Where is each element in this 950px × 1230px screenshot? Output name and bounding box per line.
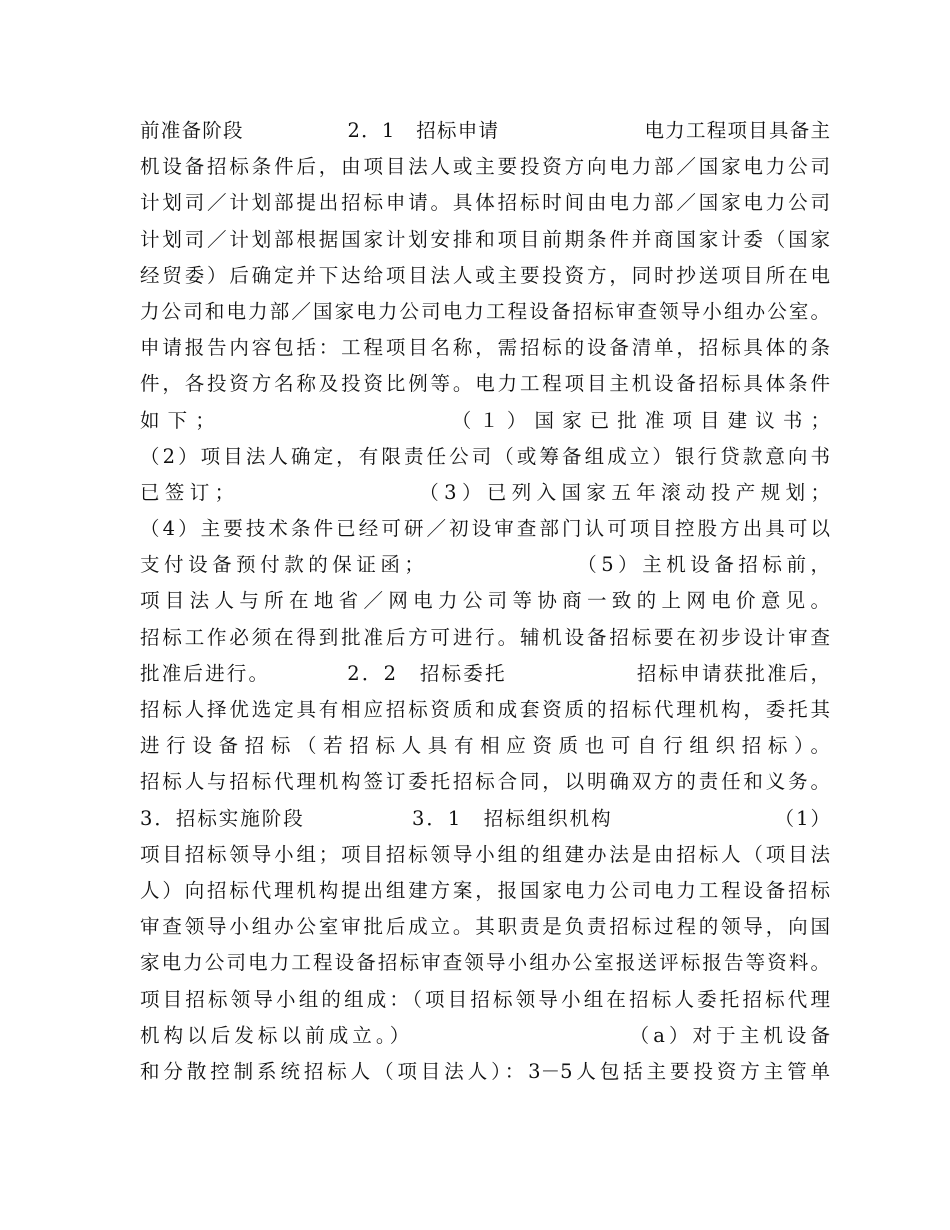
text-line: 3．招标实施阶段 3．1 招标组织机构 （1） bbox=[140, 806, 830, 830]
text-line: 支付设备预付款的保证函； （5）主机设备招标前， bbox=[140, 553, 830, 577]
text-line: 经贸委）后确定并下达给项目法人或主要投资方，同时抄送项目所在电 bbox=[140, 263, 830, 287]
document-body bbox=[140, 113, 830, 1090]
text-line: 人）向招标代理机构提出组建方案，报国家电力公司电力工程设备招标 bbox=[140, 878, 830, 902]
text-line: 申请报告内容包括：工程项目名称，需招标的设备清单，招标具体的条 bbox=[140, 336, 830, 360]
text-line: 和分散控制系统招标人（项目法人）：3－5人包括主要投资方主管单 bbox=[140, 1059, 830, 1083]
text-line: 审查领导小组办公室审批后成立。其职责是负责招标过程的领导，向国 bbox=[140, 915, 830, 939]
text-line: 已签订； （3）已列入国家五年滚动投产规划； bbox=[140, 480, 830, 504]
text-line: 如下； （１）国家已批准项目建议书； bbox=[140, 408, 830, 432]
text-line: 批准后进行。 2．2 招标委托 招标申请获批准后， bbox=[140, 661, 830, 685]
text-line: 计划司／计划部提出招标申请。具体招标时间由电力部／国家电力公司 bbox=[140, 191, 830, 215]
text-line: 机构以后发标以前成立。） （a）对于主机设备 bbox=[140, 1023, 830, 1047]
text-line: 进行设备招标（若招标人具有相应资质也可自行组织招标）。 bbox=[140, 734, 830, 758]
text-line: 件，各投资方名称及投资比例等。电力工程项目主机设备招标具体条件 bbox=[140, 372, 830, 396]
text-line: 项目招标领导小组的组成：（项目招标领导小组在招标人委托招标代理 bbox=[140, 987, 830, 1011]
text-line: 机设备招标条件后，由项目法人或主要投资方向电力部／国家电力公司 bbox=[140, 155, 830, 179]
text-line: 项目招标领导小组；项目招标领导小组的组建办法是由招标人（项目法 bbox=[140, 842, 830, 866]
text-line: 招标工作必须在得到批准后方可进行。辅机设备招标要在初步设计审查 bbox=[140, 625, 830, 649]
text-line: 力公司和电力部／国家电力公司电力工程设备招标审查领导小组办公室。 bbox=[140, 299, 830, 323]
text-line: 前准备阶段 2．1 招标申请 电力工程项目具备主 bbox=[140, 119, 830, 142]
text-line: 项目法人与所在地省／网电力公司等协商一致的上网电价意见。 bbox=[140, 589, 830, 613]
text-line: 招标人择优选定具有相应招标资质和成套资质的招标代理机构，委托其 bbox=[140, 698, 830, 721]
text-line: 计划司／计划部根据国家计划安排和项目前期条件并商国家计委（国家 bbox=[140, 227, 830, 251]
text-line: （4）主要技术条件已经可研／初设审查部门认可项目控股方出具可以 bbox=[140, 517, 830, 541]
text-line: 招标人与招标代理机构签订委托招标合同，以明确双方的责任和义务。 bbox=[140, 770, 830, 794]
text-line: （2）项目法人确定，有限责任公司（或筹备组成立）银行贷款意向书 bbox=[140, 444, 830, 468]
text-line: 家电力公司电力工程设备招标审查领导小组办公室报送评标报告等资料。 bbox=[140, 951, 830, 975]
